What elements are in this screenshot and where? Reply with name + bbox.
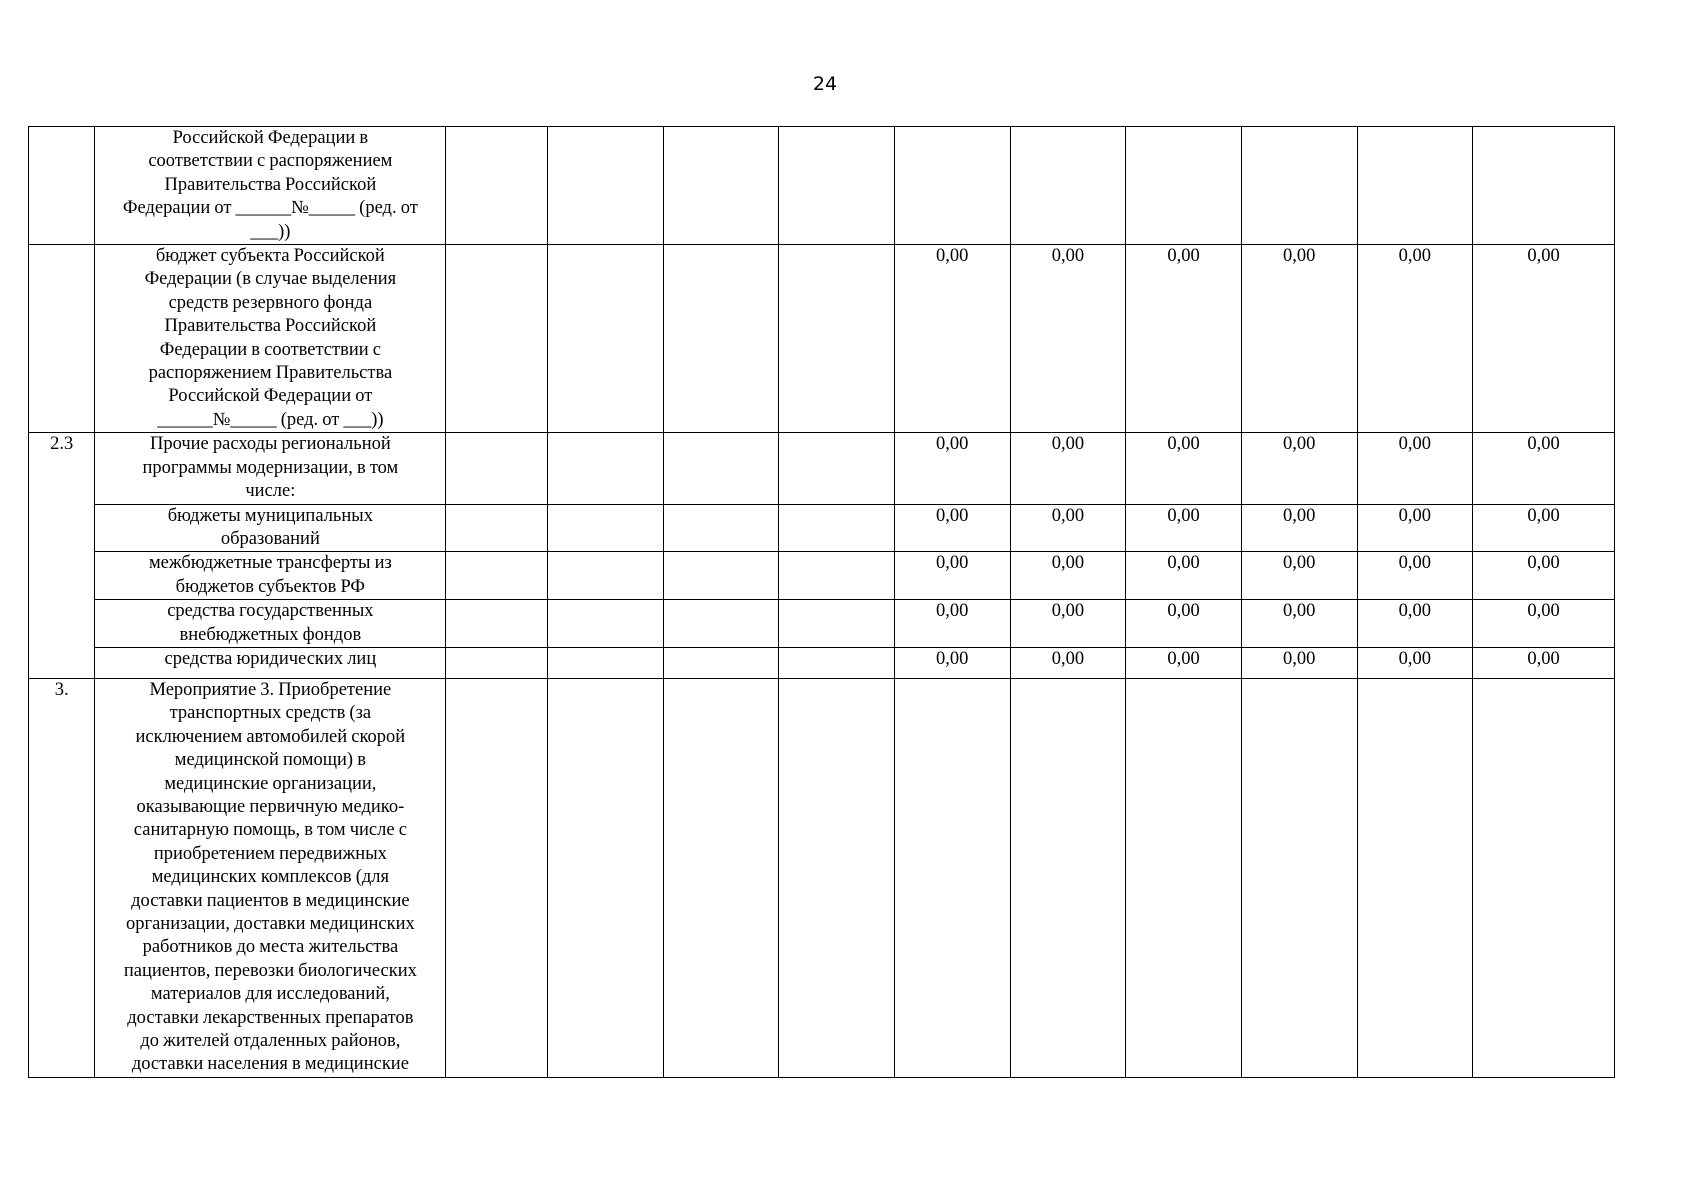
value-cell xyxy=(1126,678,1242,1077)
value-cell: 0,00 xyxy=(1241,504,1357,552)
value-cell xyxy=(894,678,1010,1077)
value-cell xyxy=(547,245,663,433)
value-cell: 0,00 xyxy=(1473,245,1615,433)
value-cell: 0,00 xyxy=(1010,245,1126,433)
description-line: числе: xyxy=(245,481,296,502)
value-cell: 0,00 xyxy=(1126,552,1242,600)
description-line: транспортных средств (за xyxy=(169,703,372,724)
value-cell: 0,00 xyxy=(1241,245,1357,433)
value-cell xyxy=(779,127,895,245)
value-cell: 0,00 xyxy=(1010,600,1126,648)
description-line: распоряжением Правительства xyxy=(148,363,393,384)
description-line: бюджет субъекта Российской xyxy=(155,246,385,267)
table-row xyxy=(29,127,1615,245)
value-cell: 0,00 xyxy=(1357,552,1473,600)
value-cell xyxy=(547,504,663,552)
description-line: Российской Федерации от xyxy=(168,386,373,407)
value-cell: 0,00 xyxy=(1126,245,1242,433)
description-line: бюджетов субъектов РФ xyxy=(175,576,366,597)
value-cell xyxy=(547,433,663,504)
value-cell xyxy=(779,245,895,433)
value-cell xyxy=(547,552,663,600)
description-line: соответствии с распоряжением xyxy=(148,151,393,172)
value-cell: 0,00 xyxy=(1357,647,1473,678)
value-cell: 0,00 xyxy=(1473,433,1615,504)
value-cell: 0,00 xyxy=(894,647,1010,678)
value-cell xyxy=(1357,678,1473,1077)
budget-table xyxy=(28,126,1615,1078)
value-cell: 0,00 xyxy=(1357,504,1473,552)
value-cell xyxy=(779,552,895,600)
description-line: ___)) xyxy=(250,221,291,242)
description-line: Прочие расходы региональной xyxy=(149,434,391,455)
value-cell: 0,00 xyxy=(894,552,1010,600)
table-row xyxy=(29,552,1615,600)
table-body xyxy=(29,127,1615,1078)
value-cell: 0,00 xyxy=(1126,433,1242,504)
value-cell: 0,00 xyxy=(1473,600,1615,648)
value-cell xyxy=(779,600,895,648)
value-cell: 0,00 xyxy=(894,504,1010,552)
value-cell: 0,00 xyxy=(1357,245,1473,433)
value-cell xyxy=(547,600,663,648)
value-cell: 0,00 xyxy=(894,245,1010,433)
value-cell: 0,00 xyxy=(1473,552,1615,600)
description-line: бюджеты муниципальных xyxy=(167,505,373,526)
description-line: Мероприятие 3. Приобретение xyxy=(149,679,392,700)
description-line: до жителей отдаленных районов, xyxy=(140,1031,401,1052)
description-line: медицинские организации, xyxy=(164,773,377,794)
value-cell xyxy=(663,127,779,245)
value-cell xyxy=(446,552,548,600)
description-line: пациентов, перевозки биологических xyxy=(123,960,417,981)
value-cell xyxy=(779,504,895,552)
value-cell: 0,00 xyxy=(1010,433,1126,504)
value-cell xyxy=(663,678,779,1077)
value-cell xyxy=(1241,127,1357,245)
description-line: Федерации (в случае выделения xyxy=(144,269,397,290)
value-cell: 0,00 xyxy=(1241,600,1357,648)
value-cell: 0,00 xyxy=(1126,504,1242,552)
value-cell xyxy=(1357,127,1473,245)
value-cell: 0,00 xyxy=(1473,504,1615,552)
description-line: доставки лекарственных препаратов xyxy=(127,1007,414,1028)
row-description-cell xyxy=(95,678,446,1077)
value-cell: 0,00 xyxy=(1357,433,1473,504)
description-line: доставки населения в медицинские xyxy=(131,1054,409,1075)
value-cell xyxy=(446,678,548,1077)
value-cell: 0,00 xyxy=(894,600,1010,648)
value-cell xyxy=(1010,127,1126,245)
description-line: оказывающие первичную медико- xyxy=(136,796,405,817)
description-line: Федерации от ______№_____ (ред. от xyxy=(122,198,418,219)
value-cell xyxy=(1473,678,1615,1077)
value-cell xyxy=(446,600,548,648)
value-cell xyxy=(663,647,779,678)
row-number-cell xyxy=(29,127,95,245)
value-cell xyxy=(663,245,779,433)
value-cell xyxy=(1010,678,1126,1077)
value-cell: 0,00 xyxy=(1010,552,1126,600)
value-cell: 0,00 xyxy=(1357,600,1473,648)
table-row xyxy=(29,678,1615,1077)
value-cell: 0,00 xyxy=(1473,647,1615,678)
description-line: ______№_____ (ред. от ___)) xyxy=(157,409,384,430)
value-cell: 0,00 xyxy=(1126,600,1242,648)
value-cell xyxy=(779,647,895,678)
value-cell: 0,00 xyxy=(1126,647,1242,678)
description-line: Правительства Российской xyxy=(164,174,377,195)
row-description-cell xyxy=(95,647,446,678)
value-cell xyxy=(547,678,663,1077)
row-description-cell xyxy=(95,552,446,600)
value-cell xyxy=(446,433,548,504)
value-cell xyxy=(663,433,779,504)
table-row xyxy=(29,504,1615,552)
description-line: медицинской помощи) в xyxy=(174,750,366,771)
value-cell xyxy=(663,552,779,600)
value-cell: 0,00 xyxy=(1241,552,1357,600)
value-cell: 0,00 xyxy=(894,433,1010,504)
value-cell xyxy=(446,127,548,245)
description-line: межбюджетные трансферты из xyxy=(148,553,392,574)
table-row xyxy=(29,600,1615,648)
description-line: внебюджетных фондов xyxy=(179,624,362,645)
row-number-cell: 3. xyxy=(29,678,95,1077)
value-cell xyxy=(446,504,548,552)
description-line: работников до места жительства xyxy=(142,937,399,958)
value-cell xyxy=(547,647,663,678)
row-description-cell xyxy=(95,245,446,433)
row-description-cell xyxy=(95,127,446,245)
value-cell: 0,00 xyxy=(1241,647,1357,678)
description-line: доставки пациентов в медицинские xyxy=(131,890,410,911)
description-line: средства государственных xyxy=(167,601,374,622)
table-row xyxy=(29,647,1615,678)
description-line: материалов для исследований, xyxy=(150,984,390,1005)
description-line: Российской Федерации в xyxy=(172,128,369,148)
description-line: исключением автомобилей скорой xyxy=(135,726,406,747)
row-description-cell xyxy=(95,433,446,504)
description-line: санитарную помощь, в том числе с xyxy=(133,820,407,841)
row-description-cell xyxy=(95,600,446,648)
description-line: программы модернизации, в том xyxy=(142,457,399,478)
table-row xyxy=(29,433,1615,504)
table-row xyxy=(29,245,1615,433)
value-cell xyxy=(446,647,548,678)
value-cell: 0,00 xyxy=(1010,504,1126,552)
value-cell xyxy=(1241,678,1357,1077)
page-number: 24 xyxy=(812,73,838,95)
description-line: средства юридических лиц xyxy=(164,648,377,669)
value-cell xyxy=(779,678,895,1077)
value-cell xyxy=(663,600,779,648)
row-number-cell: 2.3 xyxy=(29,433,95,679)
description-line: медицинских комплексов (для xyxy=(151,867,390,888)
value-cell: 0,00 xyxy=(1010,647,1126,678)
value-cell: 0,00 xyxy=(1241,433,1357,504)
description-line: Федерации в соответствии с xyxy=(159,339,381,360)
value-cell xyxy=(547,127,663,245)
value-cell xyxy=(779,433,895,504)
description-line: Правительства Российской xyxy=(164,316,377,337)
value-cell xyxy=(1126,127,1242,245)
row-number-cell xyxy=(29,245,95,433)
value-cell xyxy=(663,504,779,552)
value-cell xyxy=(1473,127,1615,245)
value-cell xyxy=(446,245,548,433)
description-line: приобретением передвижных xyxy=(153,843,387,864)
description-line: средств резервного фонда xyxy=(168,292,373,313)
description-line: организации, доставки медицинских xyxy=(126,914,415,934)
value-cell xyxy=(894,127,1010,245)
row-description-cell xyxy=(95,504,446,552)
description-line: образований xyxy=(220,528,320,549)
